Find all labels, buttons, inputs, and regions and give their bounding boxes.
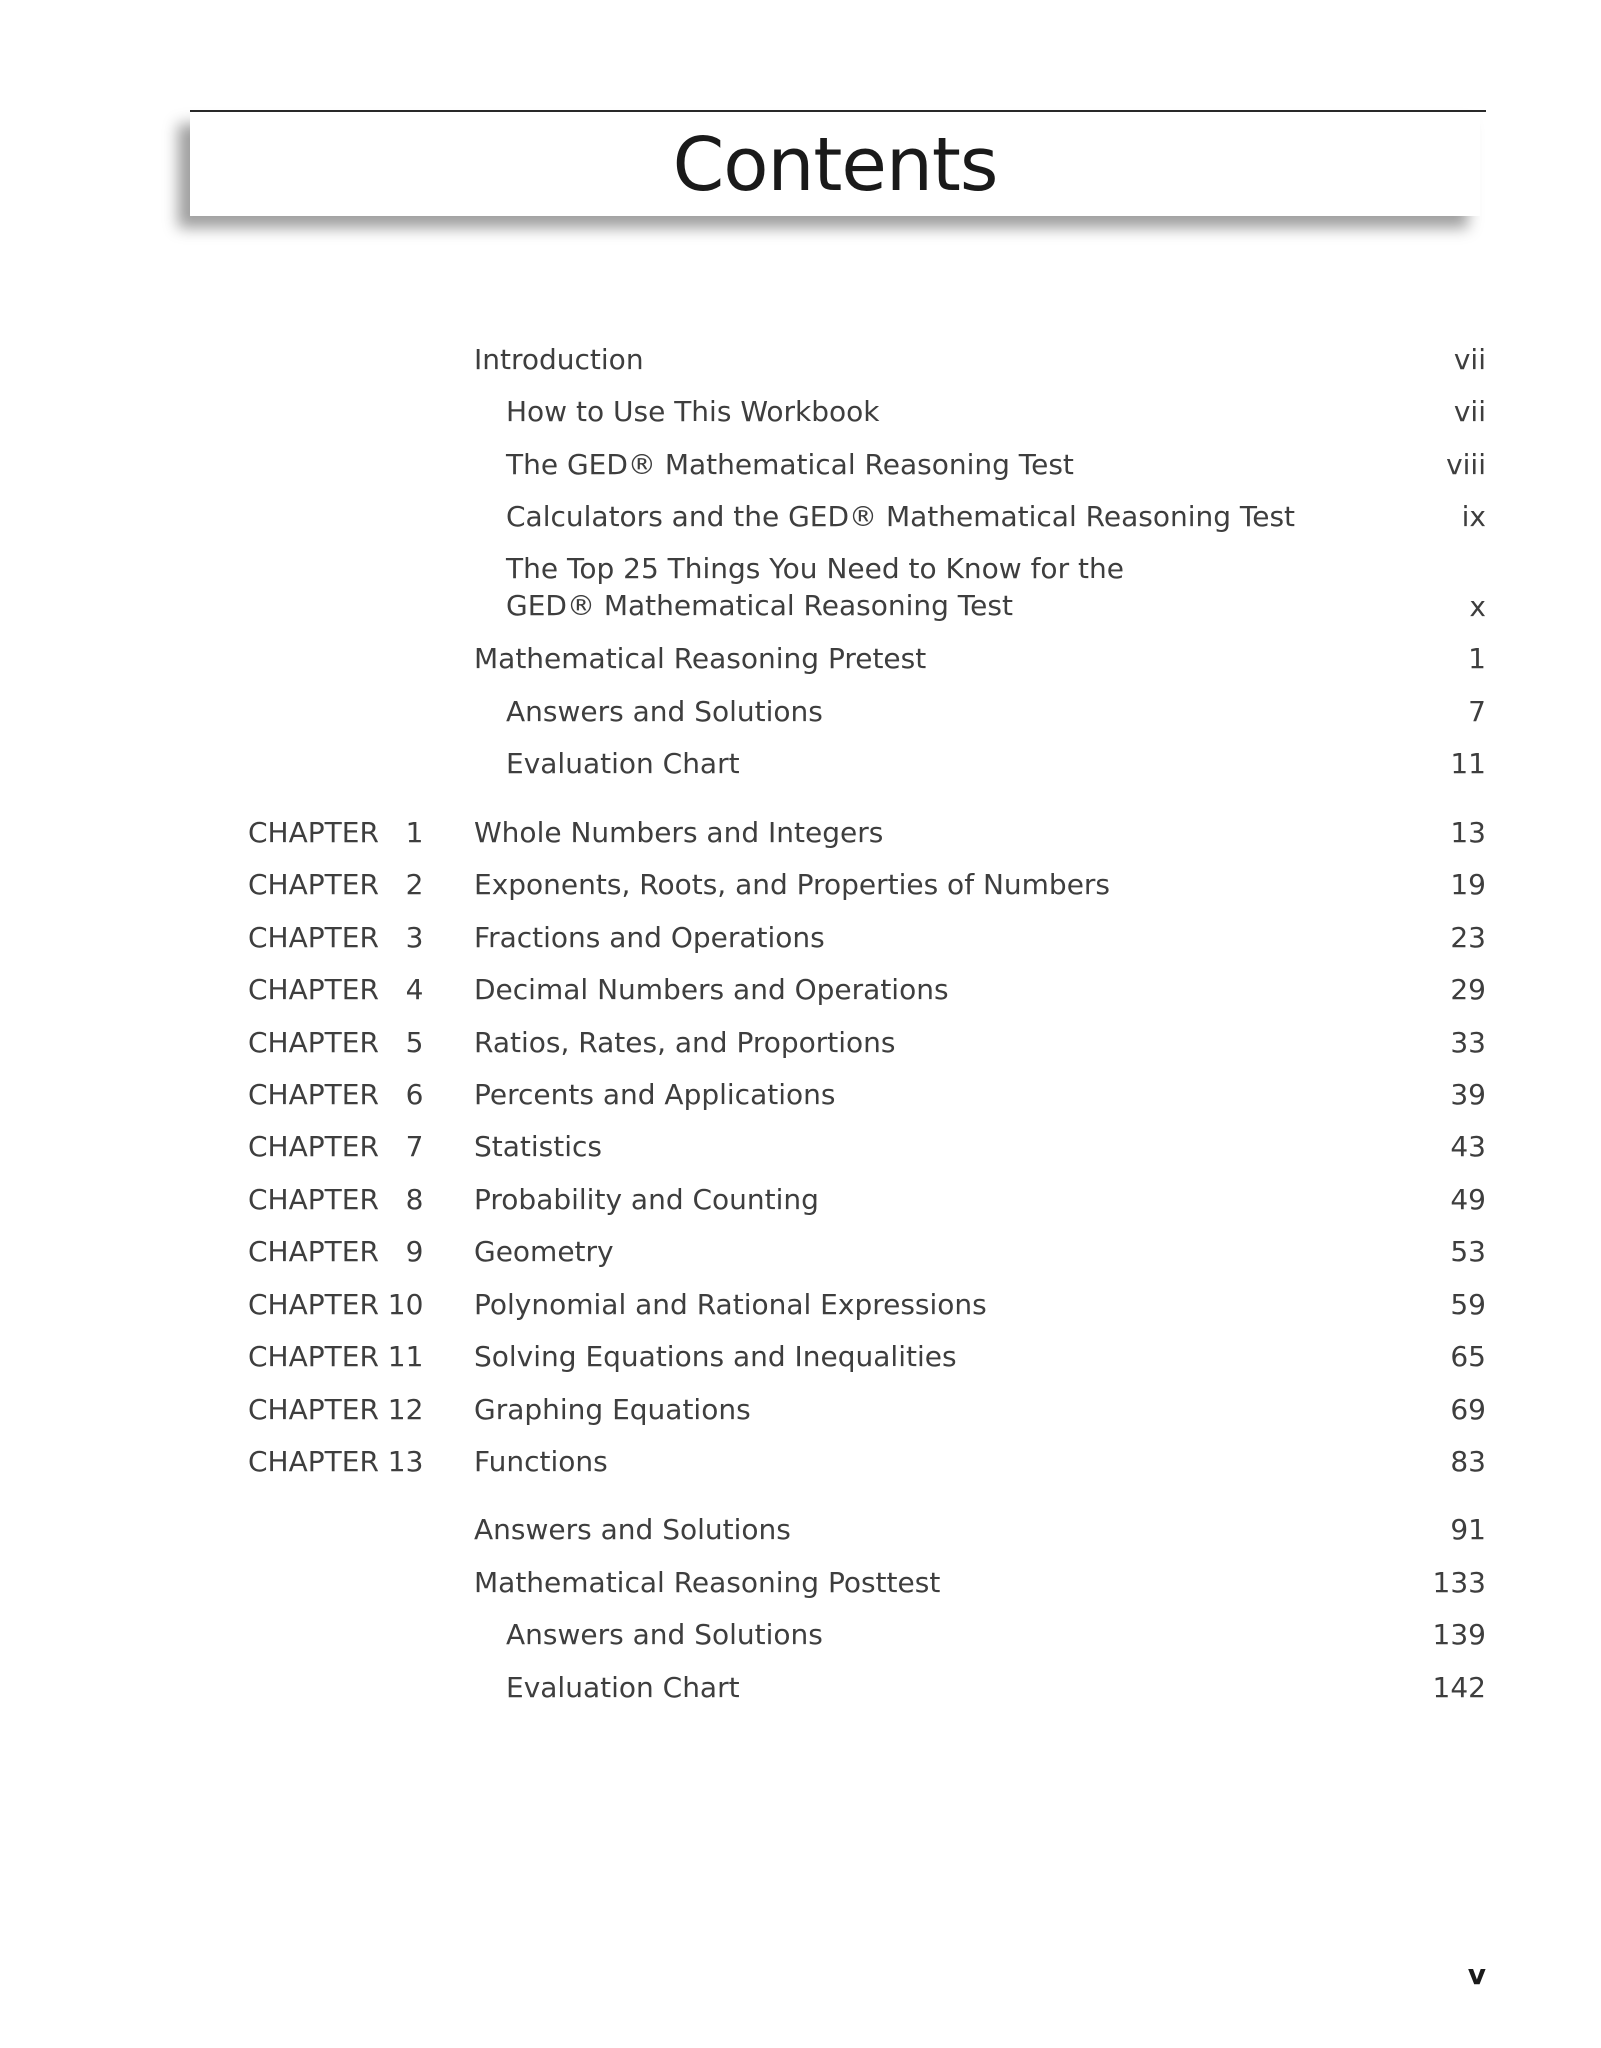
chapter-label: CHAPTER 3 — [248, 921, 424, 954]
chapter-label: CHAPTER 10 — [248, 1288, 424, 1321]
page-folio: v — [1467, 1958, 1486, 1991]
page-number: vii — [1453, 395, 1486, 428]
toc-entry[interactable] — [0, 692, 1601, 732]
chapter-label: CHAPTER 1 — [248, 816, 424, 849]
toc-entry[interactable] — [0, 1075, 1601, 1115]
page-number: 1 — [1468, 642, 1486, 675]
chapter-label: CHAPTER 8 — [248, 1183, 424, 1216]
page-number: 91 — [1450, 1513, 1486, 1546]
entry-title: Whole Numbers and Integers — [474, 816, 884, 849]
toc-entry[interactable] — [0, 918, 1601, 958]
entry-title: The Top 25 Things You Need to Know for the GED® Mathematical Reasoning Test — [506, 552, 1124, 622]
toc-entry[interactable] — [0, 1615, 1601, 1655]
toc-entry[interactable] — [0, 1563, 1601, 1603]
page-number: 49 — [1450, 1183, 1486, 1216]
entry-title: Geometry — [474, 1235, 614, 1268]
chapter-label: CHAPTER 12 — [248, 1393, 424, 1426]
chapter-label: CHAPTER 6 — [248, 1078, 424, 1111]
toc-entry[interactable] — [0, 1390, 1601, 1430]
toc-entry[interactable] — [0, 1180, 1601, 1220]
chapter-label: CHAPTER 13 — [248, 1445, 424, 1478]
entry-title: Probability and Counting — [474, 1183, 819, 1216]
entry-title: The GED® Mathematical Reasoning Test — [506, 448, 1074, 481]
entry-title: Calculators and the GED® Mathematical Reasoning Test — [506, 500, 1296, 533]
page-number: 142 — [1432, 1671, 1486, 1704]
toc-entry[interactable] — [0, 340, 1601, 380]
entry-title: Ratios, Rates, and Proportions — [474, 1026, 896, 1059]
page-number: x — [1469, 590, 1486, 623]
entry-title: Answers and Solutions — [474, 1513, 791, 1546]
page-number: 23 — [1450, 921, 1486, 954]
page-number: 13 — [1450, 816, 1486, 849]
toc-entry[interactable] — [0, 445, 1601, 485]
page-number: 33 — [1450, 1026, 1486, 1059]
chapter-label: CHAPTER 9 — [248, 1235, 424, 1268]
toc-entry[interactable] — [0, 639, 1601, 679]
page-number: 53 — [1450, 1235, 1486, 1268]
page-number: 59 — [1450, 1288, 1486, 1321]
toc-entry[interactable] — [0, 813, 1601, 853]
entry-title: Polynomial and Rational Expressions — [474, 1288, 987, 1321]
toc-entry[interactable] — [0, 1127, 1601, 1167]
entry-title: How to Use This Workbook — [506, 395, 880, 428]
entry-title: Functions — [474, 1445, 608, 1478]
chapter-label: CHAPTER 4 — [248, 973, 424, 1006]
page-number: 83 — [1450, 1445, 1486, 1478]
toc-entry[interactable] — [0, 497, 1601, 537]
toc-entry[interactable] — [0, 550, 1601, 630]
entry-title: Evaluation Chart — [506, 1671, 740, 1704]
toc-entry[interactable] — [0, 1285, 1601, 1325]
entry-title: Graphing Equations — [474, 1393, 751, 1426]
toc-entry[interactable] — [0, 865, 1601, 905]
page-number: ix — [1461, 500, 1486, 533]
page-number: vii — [1453, 343, 1486, 376]
entry-title: Evaluation Chart — [506, 747, 740, 780]
page-number: 43 — [1450, 1130, 1486, 1163]
page-number: 11 — [1450, 747, 1486, 780]
entry-title: Solving Equations and Inequalities — [474, 1340, 957, 1373]
page-number: 19 — [1450, 868, 1486, 901]
toc-entry[interactable] — [0, 970, 1601, 1010]
chapter-label: CHAPTER 2 — [248, 868, 424, 901]
entry-title: Exponents, Roots, and Properties of Numbers — [474, 868, 1111, 901]
entry-title: Answers and Solutions — [506, 1618, 823, 1651]
toc-entry[interactable] — [0, 1023, 1601, 1063]
toc-entry[interactable] — [0, 744, 1601, 784]
entry-title: Fractions and Operations — [474, 921, 825, 954]
entry-title: Introduction — [474, 343, 644, 376]
chapter-label: CHAPTER 7 — [248, 1130, 424, 1163]
page-number: 29 — [1450, 973, 1486, 1006]
page-title: Contents — [672, 122, 998, 208]
toc-entry[interactable] — [0, 1232, 1601, 1272]
toc-entry[interactable] — [0, 1510, 1601, 1550]
chapter-label: CHAPTER 11 — [248, 1340, 424, 1373]
page-number: 139 — [1432, 1618, 1486, 1651]
page-number: 69 — [1450, 1393, 1486, 1426]
entry-title: Statistics — [474, 1130, 602, 1163]
page-number: viii — [1446, 448, 1486, 481]
entry-title: Mathematical Reasoning Posttest — [474, 1566, 941, 1599]
entry-title: Answers and Solutions — [506, 695, 823, 728]
entry-title: Percents and Applications — [474, 1078, 836, 1111]
page-number: 39 — [1450, 1078, 1486, 1111]
page-number: 7 — [1468, 695, 1486, 728]
page-number: 65 — [1450, 1340, 1486, 1373]
entry-title: Mathematical Reasoning Pretest — [474, 642, 927, 675]
page-number: 133 — [1432, 1566, 1486, 1599]
chapter-label: CHAPTER 5 — [248, 1026, 424, 1059]
toc-entry[interactable] — [0, 1337, 1601, 1377]
entry-title: Decimal Numbers and Operations — [474, 973, 949, 1006]
toc-entry[interactable] — [0, 392, 1601, 432]
toc-entry[interactable] — [0, 1442, 1601, 1482]
toc-entry[interactable] — [0, 1668, 1601, 1708]
